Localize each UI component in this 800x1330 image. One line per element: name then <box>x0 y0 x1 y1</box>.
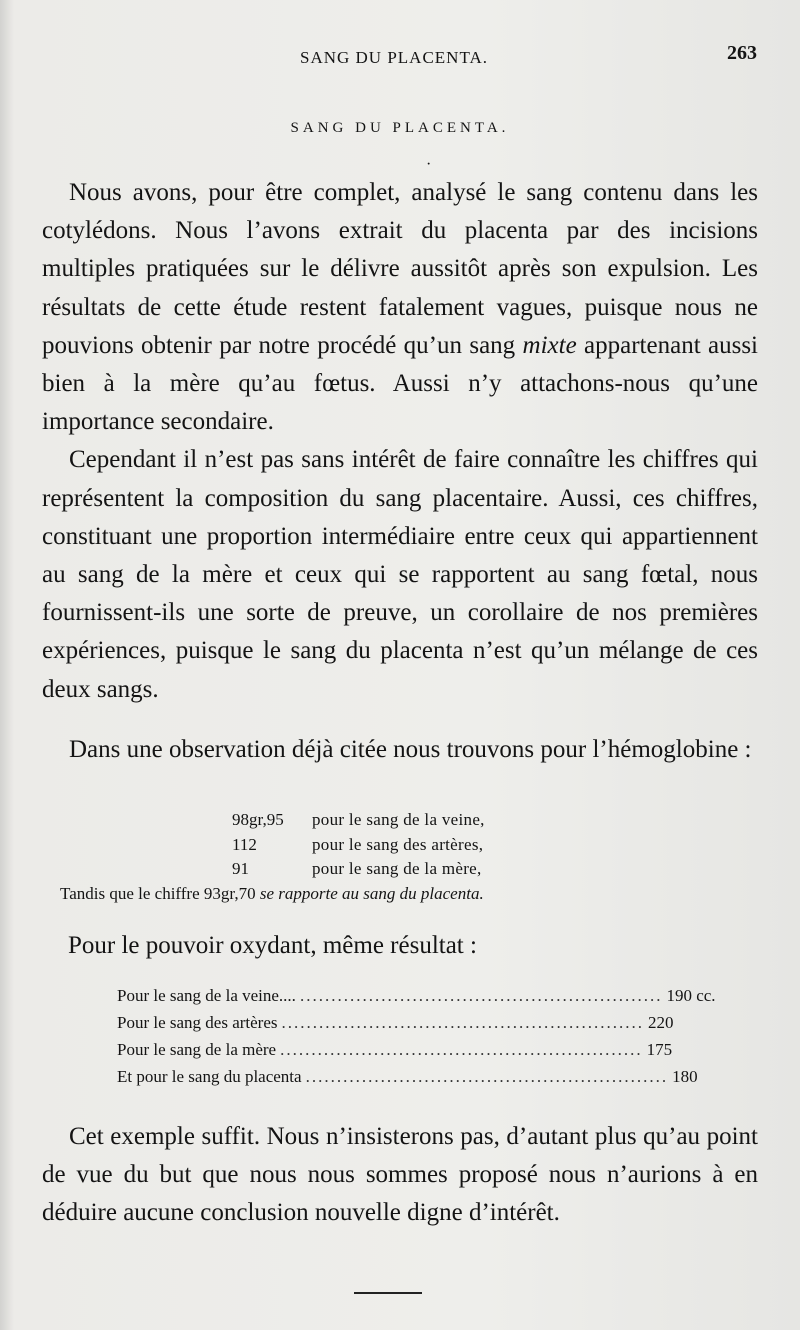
oxydant-row <box>117 1067 698 1091</box>
end-rule <box>354 1292 422 1294</box>
body-text-hemo <box>42 731 758 769</box>
hemo-value: 98gr,95 <box>232 810 284 829</box>
oxydant-label: Pour le sang des artères <box>117 1013 278 1032</box>
oxydant-intro: Pour le pouvoir oxydant, même résultat : <box>68 932 477 959</box>
body-text-end <box>42 1118 758 1233</box>
paragraph-2: Cependant il n’est pas sans intérêt de faire connaître les chiffres qui représentent la composition du sang placentaire. Aussi, ces chiffres, constituant une proportion intermédiaire entre ceux qui appartiennent au sang de la mère et ceux qui se rapportent au sang fœtal, nous fournissent-ils une sorte de preuve, un corollaire de nos premières expériences, puisque le sang du placenta n’est qu’un mélange de ces deux sangs. <box>42 446 758 703</box>
oxydant-row <box>117 986 716 1010</box>
dot-leader: .......................................................... <box>281 1013 645 1032</box>
hemo-text: pour le sang des artères, <box>312 835 484 854</box>
oxydant-value: 190 cc. <box>666 986 716 1005</box>
oxydant-value: 180 <box>672 1067 698 1086</box>
section-title: SANG DU PLACENTA. <box>290 120 510 136</box>
paragraph-1: Nous avons, pour être complet, analysé le sang contenu dans les cotylédons. Nous l’avons extrait du placenta par des incisions multiples pratiquées sur le délivre aussitôt après son expulsion. Les résultats de cette étude restent fatalement vagues, puisque nous ne pouvions obtenir par notre procédé qu’un sang mixte appartenant aussi bien à la mère qu’au fœtus. Aussi n’y attachons-nous qu’une importance secondaire. <box>42 179 759 436</box>
hemo-value: 112 <box>232 835 257 854</box>
running-head <box>0 42 800 74</box>
oxydant-label: Pour le sang de la veine.... <box>117 986 296 1005</box>
paragraph-3: Dans une observation déjà citée nous trouvons pour l’hémoglobine : <box>69 736 752 763</box>
tandis-line: Tandis que le chiffre 93gr,70 se rapporte au sang du placenta. <box>60 884 484 903</box>
dot-leader: .......................................................... <box>299 986 663 1005</box>
body-text-top <box>42 174 758 709</box>
italic-word: mixte <box>522 331 577 359</box>
paragraph-end: Cet exemple suffit. Nous n’insisterons pas, d’autant plus qu’au point de vue du but que nous nous sommes proposé nous n’aurions à en déduire aucune conclusion nouvelle digne d’intérêt. <box>42 1123 758 1227</box>
oxydant-value: 175 <box>646 1040 673 1059</box>
tandis-italic: se rapporte au sang du placenta. <box>259 884 484 903</box>
running-head-title: SANG DU PLACENTA. <box>300 48 489 67</box>
page-number: 263 <box>727 42 757 64</box>
dot-leader: .......................................................... <box>280 1040 643 1059</box>
dot-leader: .......................................................... <box>305 1067 669 1086</box>
oxydant-value: 220 <box>648 1013 674 1032</box>
oxydant-label: Et pour le sang du placenta <box>117 1067 302 1086</box>
oxydant-row <box>117 1040 677 1064</box>
hemo-value: 91 <box>232 859 249 878</box>
hemo-text: pour le sang de la veine, <box>312 810 485 829</box>
ornament-dot: · <box>426 156 432 173</box>
oxydant-label: Pour le sang de la mère <box>117 1040 277 1059</box>
hemo-text: pour le sang de la mère, <box>312 859 482 878</box>
oxydant-row <box>117 1013 677 1037</box>
